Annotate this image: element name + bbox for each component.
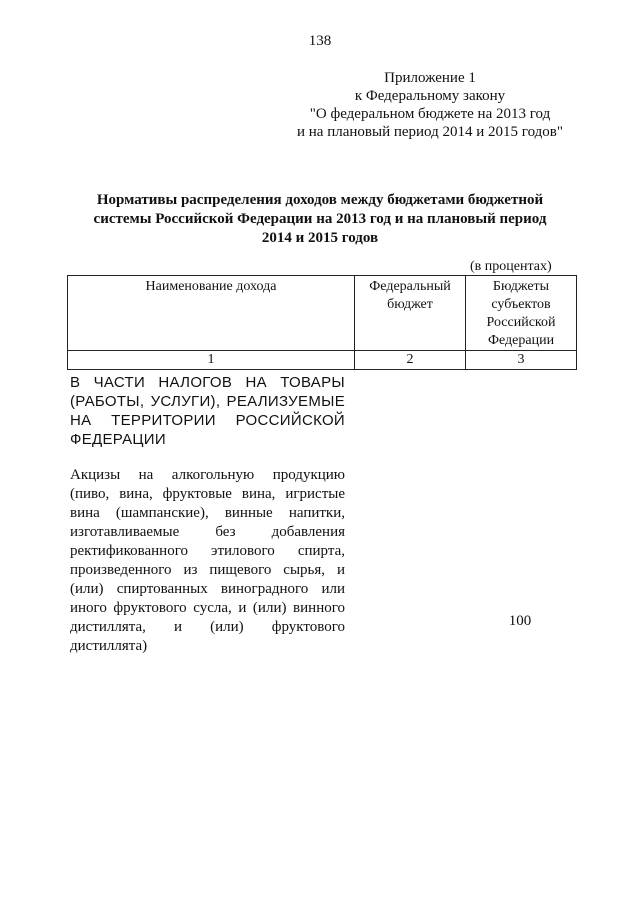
item-line: иного фруктового сусла, и (или) винного — [70, 600, 345, 616]
column-number: 3 — [466, 351, 577, 370]
appendix-header — [270, 69, 590, 141]
table-header-row — [68, 276, 577, 351]
item-line: дистиллята) — [70, 638, 148, 654]
appendix-line: "О федеральном бюджете на 2013 год — [309, 106, 551, 122]
section-heading — [70, 373, 345, 449]
header-text: бюджет — [387, 297, 433, 312]
item-line: ректификованного этилового спирта, — [70, 543, 345, 559]
column-number: 2 — [355, 351, 466, 370]
item-line: дистиллята, и (или) фруктового — [70, 619, 345, 635]
header-text: Бюджеты — [492, 279, 550, 294]
item-line: произведенного из пищевого сырья, и — [70, 562, 345, 578]
column-header-federal — [355, 276, 466, 351]
item-line: (пиво, вина, фруктовые вина, игристые — [70, 486, 345, 502]
header-text: Наименование дохода — [145, 279, 277, 294]
header-text: субъектов — [491, 297, 551, 312]
appendix-line: Приложение 1 — [384, 70, 476, 86]
title-line: 2014 и 2015 годов — [261, 230, 379, 246]
units-note: (в процентах) — [470, 259, 552, 274]
header-text: Федерации — [487, 333, 555, 348]
header-text: Федеральный — [369, 279, 451, 294]
column-number: 1 — [68, 351, 355, 370]
column-header-regional — [466, 276, 577, 351]
column-header-revenue-name — [68, 276, 355, 351]
section-line: НА ТЕРРИТОРИИ РОССИЙСКОЙ — [70, 412, 345, 429]
appendix-line: к Федеральному закону — [354, 88, 506, 104]
title-line: системы Российской Федерации на 2013 год и на плановый период — [93, 211, 547, 227]
page-number: 138 — [308, 33, 332, 49]
section-line: В ЧАСТИ НАЛОГОВ НА ТОВАРЫ — [70, 374, 345, 391]
title-line: Нормативы распределения доходов между бюджетами бюджетной — [96, 192, 544, 208]
revenue-item-alcohol-excise — [70, 466, 345, 656]
section-line: (РАБОТЫ, УСЛУГИ), РЕАЛИЗУЕМЫЕ — [70, 393, 345, 410]
regional-budget-value: 100 — [508, 613, 532, 629]
item-line: Акцизы на алкогольную продукцию — [70, 467, 345, 483]
column-number-row — [68, 351, 577, 370]
item-line: изготавливаемые без добавления — [70, 524, 345, 540]
revenue-table-header — [67, 275, 577, 370]
header-text: Российской — [486, 315, 556, 330]
appendix-line: и на плановый период 2014 и 2015 годов" — [297, 124, 563, 140]
item-line: (или) спиртованных виноградного или — [70, 581, 345, 597]
section-line: ФЕДЕРАЦИИ — [70, 431, 166, 448]
item-line: вина (шампанские), винные напитки, — [70, 505, 345, 521]
document-title — [80, 191, 560, 248]
